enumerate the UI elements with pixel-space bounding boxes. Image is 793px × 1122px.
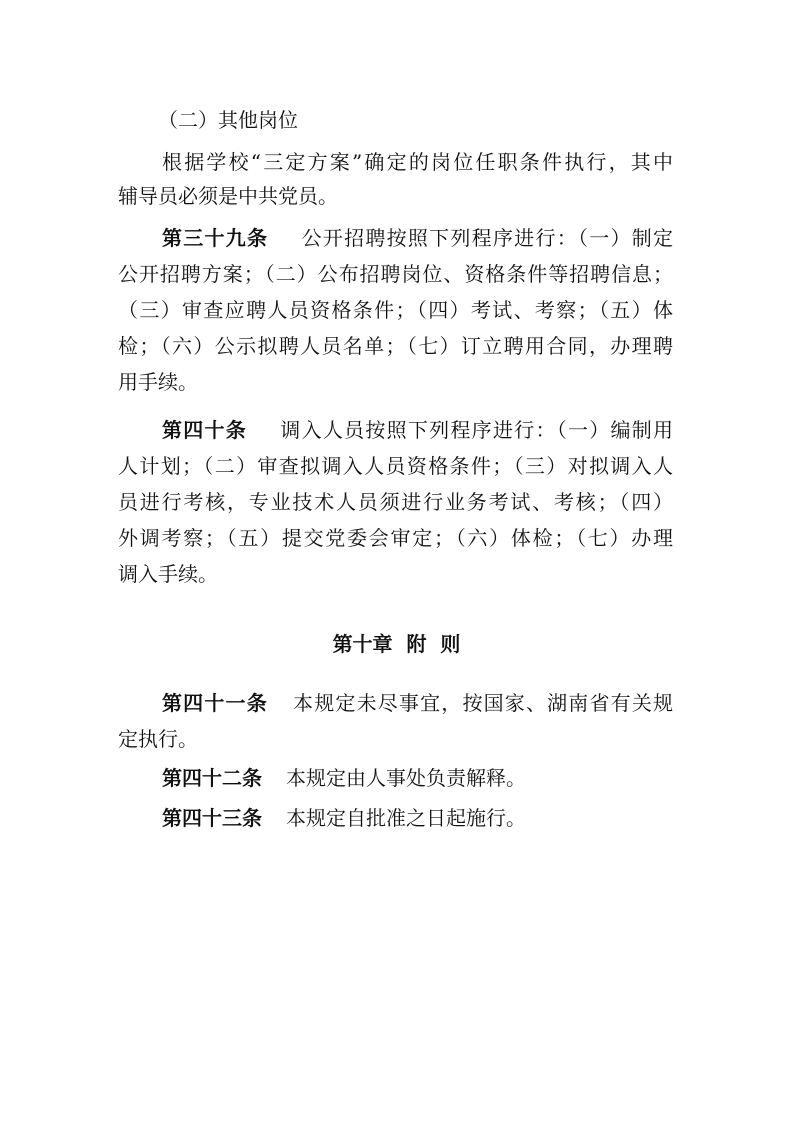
article-label: 第四十三条 [162, 806, 262, 830]
article-first-line [162, 766, 526, 790]
paragraph-line: 检；（六）公示拟聘人员名单；（七）订立聘用合同，办理聘 [118, 334, 673, 358]
paragraph-line: 员进行考核，专业技术人员须进行业务考试、考核；（四） [118, 490, 673, 514]
paragraph-line: 人计划；（二）审查拟调入人员资格条件；（三）对拟调入人 [118, 454, 673, 478]
article-first-line [162, 806, 526, 830]
paragraph-line: 定执行。 [118, 727, 198, 751]
article-label: 第四十条 [162, 418, 248, 442]
paragraph-line: 调入手续。 [118, 562, 218, 586]
paragraph-line: 用手续。 [118, 370, 198, 394]
paragraph-line: （三）审查应聘人员资格条件；（四）考试、考察；（五）体 [118, 298, 673, 322]
article-text: 本规定自批准之日起施行。 [286, 806, 526, 830]
article-text: 本规定由人事处负责解释。 [286, 766, 526, 790]
paragraph-line: 辅导员必须是中共党员。 [118, 184, 338, 208]
article-first-line [162, 418, 673, 442]
article-text: 调入人员按照下列程序进行：（一）编制用 [279, 418, 674, 442]
section-heading: （二）其他岗位 [158, 108, 298, 132]
article-label: 第三十九条 [162, 226, 269, 250]
chapter-title: 第十章 附 则 [332, 632, 461, 656]
article-first-line [162, 226, 673, 250]
paragraph-line: 根据学校“三定方案”确定的岗位任职条件执行，其中 [162, 150, 673, 174]
article-label: 第四十二条 [162, 766, 262, 790]
article-text: 本规定未尽事宜，按国家、湖南省有关规 [291, 691, 674, 715]
article-label: 第四十一条 [162, 691, 268, 715]
paragraph-line: 外调考察；（五）提交党委会审定；（六）体检；（七）办理 [118, 526, 673, 550]
paragraph-line: 公开招聘方案；（二）公布招聘岗位、资格条件等招聘信息； [118, 262, 673, 286]
article-first-line [162, 691, 673, 715]
article-text: 公开招聘按照下列程序进行：（一）制定 [300, 226, 674, 250]
